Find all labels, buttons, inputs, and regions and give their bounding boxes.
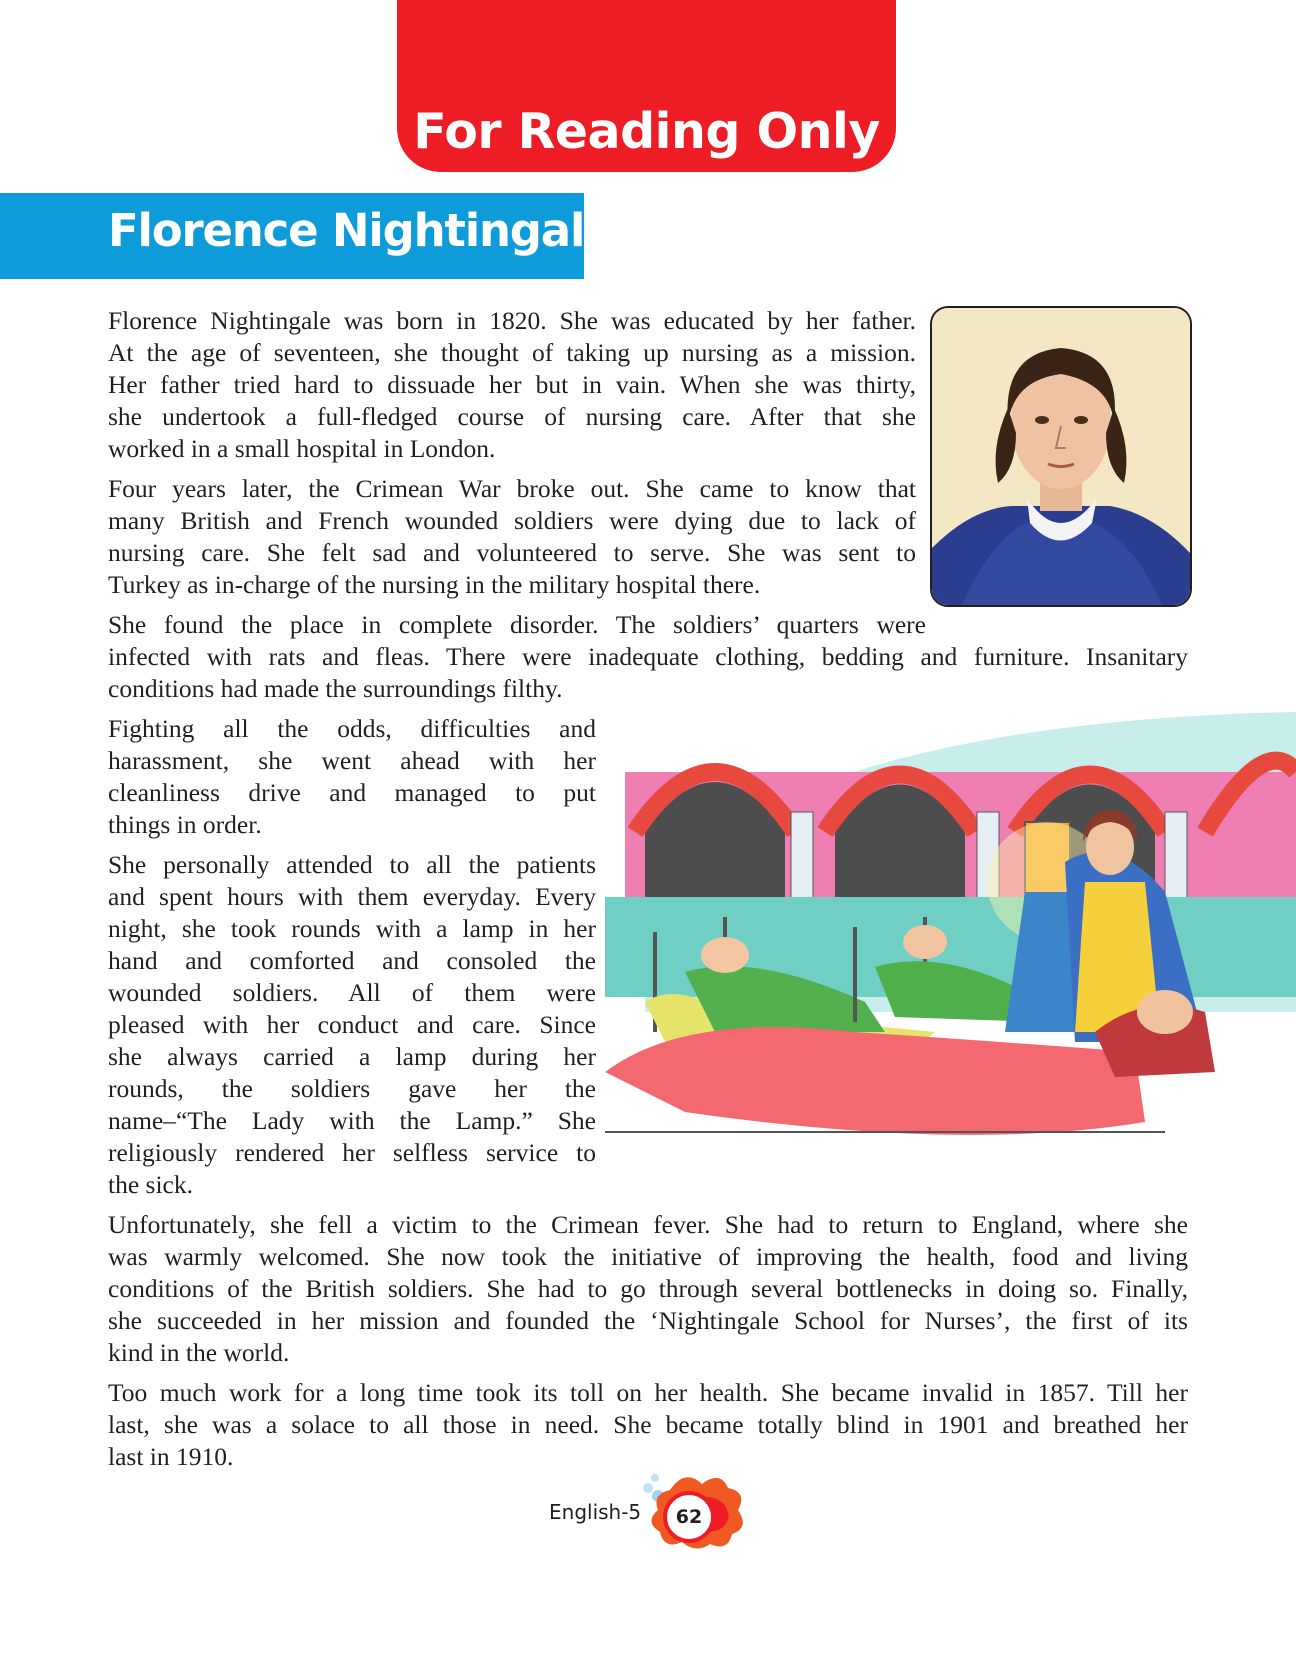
paragraph-1-line: At the age of seventeen, she thought of taking up nursing as a mission. — [108, 338, 916, 367]
paragraph-1-line: Florence Nightingale was born in 1820. She was educated by her father. — [108, 306, 916, 335]
paragraph-3-line: infected with rats and fleas. There were inadequate clothing, bedding and furniture. Insanitary — [108, 642, 1188, 671]
paragraph-5-line: and spent hours with them everyday. Every — [108, 882, 596, 911]
paragraph-6-line: she succeeded in her mission and founded the ‘Nightingale School for Nurses’, the first of its — [108, 1306, 1188, 1335]
paragraph-3-line: conditions had made the surroundings filthy. — [108, 674, 563, 703]
paragraph-1 — [108, 305, 916, 465]
paragraph-5 — [108, 849, 596, 1201]
paragraph-5-line: pleased with her conduct and care. Since — [108, 1010, 596, 1039]
paragraph-5-line: name–“The Lady with the Lamp.” She — [108, 1106, 596, 1135]
paragraph-4-line: harassment, she went ahead with her — [108, 746, 596, 775]
hospital-ward-illustration — [605, 712, 1296, 1170]
paragraph-2-line: Turkey as in-charge of the nursing in the military hospital there. — [108, 570, 761, 599]
paragraph-6-line: conditions of the British soldiers. She had to go through several bottlenecks in doing so. Finally, — [108, 1274, 1188, 1303]
paragraph-5-line: rounds, the soldiers gave her the — [108, 1074, 596, 1103]
paragraph-4-line: things in order. — [108, 810, 262, 839]
paragraph-7 — [108, 1377, 1188, 1473]
paragraph-3-line: She found the place in complete disorder. The soldiers’ quarters were — [108, 610, 926, 639]
paragraph-5-line: the sick. — [108, 1170, 193, 1199]
paragraph-5-line: she always carried a lamp during her — [108, 1042, 596, 1071]
paragraph-6-line: was warmly welcomed. She now took the initiative of improving the health, food and living — [108, 1242, 1188, 1271]
paragraph-7-line: last, she was a solace to all those in need. She became totally blind in 1901 and breathed her — [108, 1410, 1188, 1439]
paragraph-2-line: Four years later, the Crimean War broke out. She came to know that — [108, 474, 916, 503]
page-number: 62 — [675, 1506, 703, 1528]
paragraph-4-line: Fighting all the odds, difficulties and — [108, 714, 596, 743]
paragraph-1-line: she undertook a full-fledged course of nursing care. After that she — [108, 402, 916, 431]
paragraph-1-line: Her father tried hard to dissuade her but in vain. When she was thirty, — [108, 370, 916, 399]
paragraph-5-line: hand and comforted and consoled the — [108, 946, 596, 975]
paragraph-6-line: Unfortunately, she fell a victim to the Crimean fever. She had to return to England, where she — [108, 1210, 1188, 1239]
reading-banner — [397, 0, 896, 172]
paragraph-7-line: Too much work for a long time took its toll on her health. She became invalid in 1857. Till her — [108, 1378, 1188, 1407]
paragraph-5-line: religiously rendered her selfless service to — [108, 1138, 596, 1167]
paragraph-4 — [108, 713, 596, 841]
paragraph-6 — [108, 1209, 1188, 1369]
book-label: English-5 — [549, 1500, 642, 1524]
paragraph-2-line: nursing care. She felt sad and volunteered to serve. She was sent to — [108, 538, 916, 567]
paragraph-5-line: She personally attended to all the patients — [108, 850, 596, 879]
paragraph-1-line: worked in a small hospital in London. — [108, 434, 496, 463]
paragraph-5-line: night, she took rounds with a lamp in her — [108, 914, 596, 943]
paragraph-3 — [108, 609, 1188, 705]
page-title: Florence Nightingale — [108, 204, 614, 257]
paragraph-7-line: last in 1910. — [108, 1442, 234, 1471]
florence-portrait — [930, 306, 1192, 607]
banner-label: For Reading Only — [413, 103, 880, 160]
paragraph-2 — [108, 473, 916, 601]
title-bar — [0, 193, 614, 279]
paragraph-4-line: cleanliness drive and managed to put — [108, 778, 596, 807]
paragraph-2-line: many British and French wounded soldiers were dying due to lack of — [108, 506, 916, 535]
paragraph-5-line: wounded soldiers. All of them were — [108, 978, 596, 1007]
paragraph-6-line: kind in the world. — [108, 1338, 290, 1367]
